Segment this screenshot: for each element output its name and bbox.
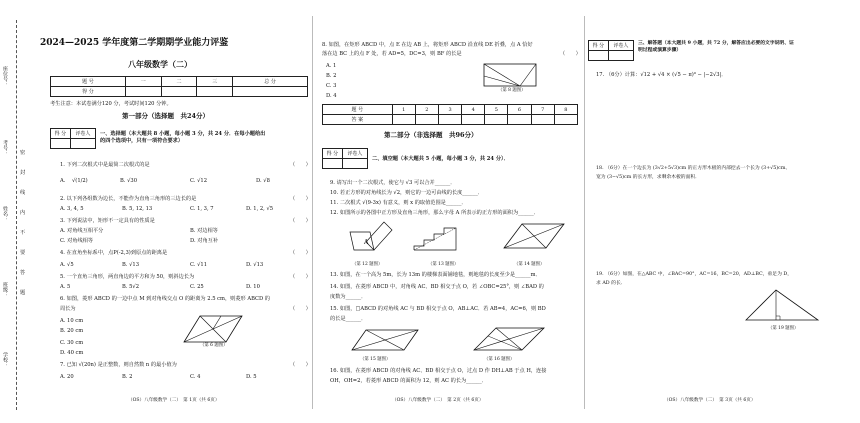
answer-header: 4 [462,105,485,115]
q1-option: C. √12 [190,178,207,184]
exam-subtitle: 八年级数学（二） [128,59,192,69]
answer-cell[interactable] [462,115,485,125]
cut-mark: 不 [20,230,26,236]
grader-cell[interactable] [589,51,609,61]
cut-mark: 密 [20,150,26,156]
figure-q14-rhombus [500,220,570,254]
section-two-instructions: 二、填空题（本大题共 5 小题，每小题 3 分，共 24 分）． [372,156,509,162]
q7-option: C. 4 [190,374,201,380]
page-separator [584,16,585,409]
q4-option: D. √13 [246,262,264,268]
q5-option: C. 25 [190,284,204,290]
question-16: OH，OH=2，若菱形 ABCD 的面积为 12，则 AC 的长为______． [330,378,487,384]
grader-name-label: 评卷人 [608,41,633,51]
q2-option: D. 1, 2, √5 [246,206,274,212]
q6-option: D. 40 cm [60,350,84,356]
question-10: 10. 若正方形的对角线长为 √2，则它的一边可由线的长度______． [330,190,484,196]
q8-option: D. 4 [326,93,337,99]
answer-header: 2 [415,105,438,115]
score-header: 一 [125,77,161,87]
figure-q6-rhombus [180,312,250,346]
q4-option: A. √5 [60,262,74,268]
answer-paren[interactable]: （ ） [290,274,311,280]
q8-option: A. 1 [326,63,337,69]
question-12: 12. 如图所示的各图中正方形及直角三角形，那么字母 A 所表示的正方形的面积为______． [330,210,539,216]
q3-option: A. 对角线互相平分 [60,228,104,234]
figure-q19-caption: （第 19 题图） [768,326,799,331]
question-1: 1. 下列二次根式中是最简二次根式的是 [60,162,150,168]
q1-option: √(1/2) [72,178,88,184]
figure-q15-caption: （第 15 题图） [360,357,391,362]
question-15: 的长是______． [330,316,367,322]
figure-q16-caption: （第 16 题图） [484,357,515,362]
grader-cell[interactable] [323,159,343,169]
cut-line [16,20,17,410]
q3-option: B. 对边相等 [190,228,218,234]
answer-cell[interactable] [438,115,461,125]
part-two-title: 第二部分（非选择题 共96分） [384,131,478,139]
grader-box [50,128,96,149]
question-7: 7. 已知 √(20n) 是正整数，则自然数 n 的最小值为 [60,362,177,368]
answer-table [322,104,578,125]
answer-cell[interactable] [485,115,508,125]
answer-header: 6 [508,105,531,115]
grader-box [322,148,368,169]
score-row-label: 得 分 [51,87,126,97]
q1-option: A. [60,178,66,184]
cut-mark: 答 [20,270,26,276]
grader-box [588,40,634,61]
question-17: 17. （6分）计算：√12 + √4 × (√5 − π)⁰ − |−2√3|． [596,72,727,78]
answer-row-label: 答 案 [323,115,393,125]
cut-mark: 线 [20,190,26,196]
answer-header: 3 [438,105,461,115]
question-18: 18. （6分）在一个边长为 (3√2+5√3)cm 的正方形木板的内部挖去一个长为 (3+√5)cm、 [596,166,791,171]
q8-option: C. 3 [326,83,337,89]
section-one-instructions: 一、选择题（本大题共 8 小题，每小题 3 分，共 24 分．在每小题给出 [100,131,266,137]
page-footer: （OS）八年级数学（二） 第 3页（共 6页） [664,398,756,403]
section-one-instructions: 的四个选项中，只有一项符合要求） [100,138,184,144]
question-18: 宽为 (3−√5)cm 的长方形，求剩余木板的面积． [596,175,700,180]
answer-paren[interactable]: （ ） [560,51,581,57]
page-separator [312,16,313,409]
figure-q13-caption: （第 13 题图） [428,262,459,267]
answer-paren[interactable]: （ ） [290,196,311,202]
q7-option: B. 2 [122,374,133,380]
score-header: 总 分 [233,77,308,87]
grader-name-label: 评卷人 [342,149,367,159]
q7-option: D. 5 [246,374,257,380]
answer-cell[interactable] [554,115,577,125]
q1-option: D. √8 [256,178,270,184]
score-cell[interactable] [197,87,233,97]
question-19: 19. （6分）如图，在△ABC 中，∠BAC=90°，AC=16，BC=20，AD⊥BC，垂足为 D， [596,272,793,277]
q4-option: C. √11 [190,262,207,268]
figure-q13-stairs [412,222,482,254]
question-9: 9. 请写出一个二次根式，使它与 √3 可以合并______． [330,180,456,186]
figure-q12-caption: （第 12 题图） [352,262,383,267]
page-footer: （OS）八年级数学（二） 第 2页（共 6页） [392,398,484,403]
q4-option: B. √13 [122,262,140,268]
cut-mark: 封 [20,170,26,176]
question-8: 落在边 BC 上的点 F 处，若 AD=5，DC=3，则 BF 的长是 [322,51,462,57]
question-6: 6. 如图，菱形 ABCD 的一边中点 M 到对角线交点 O 的距离为 2.5 cm，则菱形 ABCD 的 [60,296,270,302]
answer-header: 7 [531,105,554,115]
question-6: 周长为 [60,306,76,312]
answer-header: 8 [554,105,577,115]
grader-cell[interactable] [70,139,95,149]
margin-label-seat: 座位号： [2,66,8,86]
question-2: 2. 以下列各组数为边长，不能作为直角三角形的三边长的是 [60,196,197,202]
part-one-title: 第一部分（选择题 共24分） [122,112,210,120]
section-three-instructions: 明过程或演算步骤） [638,47,682,53]
cut-mark: 题 [20,290,26,296]
grader-score-label: 得 分 [51,129,71,139]
question-14: 14. 如图，在菱形 ABCD 中，对角线 AC、BD 相交于点 O，若 ∠OBC=25°，则 ∠BAD 的 [330,284,544,290]
q3-option: C. 对角线相等 [60,238,94,244]
q5-option: D. 10 [246,284,260,290]
question-4: 4. 在直角坐标系中，点P(-2,3)到原点的距离是 [60,250,168,256]
grader-name-label: 评卷人 [70,129,95,139]
score-header: 题 号 [51,77,126,87]
q2-option: A. 3, 4, 5 [60,206,84,212]
figure-q16-rhombus [470,324,548,354]
q6-option: B. 20 cm [60,328,84,334]
q5-option: B. 5√2 [122,284,140,290]
answer-cell[interactable] [392,115,415,125]
exam-title: 2024—2025 学年度第二学期期学业能力评鉴 [40,38,229,48]
score-cell[interactable] [161,87,197,97]
margin-label-school: 学校： [2,352,8,367]
score-header: 三 [197,77,233,87]
margin-label-exam-no: 考号： [2,140,8,155]
answer-cell[interactable] [531,115,554,125]
margin-label-name: 姓名： [2,206,8,221]
answer-paren[interactable]: （ ） [290,218,311,224]
q1-option: B. √30 [120,178,138,184]
grader-score-label: 得 分 [323,149,343,159]
svg-text:A: A [364,239,369,246]
score-header: 二 [161,77,197,87]
answer-paren[interactable]: （ ） [290,362,311,368]
question-11: 11. 二次根式 √(9-3x) 有意义，则 x 的取值范围是______． [330,200,467,206]
question-8: 8. 如图，在矩形 ABCD 中，点 E 在边 AB 上，将矩形 ABCD 沿直线 DE 折叠，点 A 恰好 [322,42,533,48]
answer-header: 5 [485,105,508,115]
q6-option: A. 10 cm [60,318,84,324]
question-3: 3. 下列说法中，矩形不一定具有的性质是 [60,218,155,224]
score-table [50,76,308,97]
answer-cell[interactable] [415,115,438,125]
figure-q8-caption: （第 8 题图） [498,88,526,93]
question-15: 15. 如图，□ABCD 的对角线 AC 与 BD 相交于点 O，AB⊥AC．若 AB=4，AC=6，则 BD [330,306,546,312]
answer-header: 1 [392,105,415,115]
grader-cell[interactable] [51,139,71,149]
section-three-instructions: 三、解答题（本大题共 9 小题，共 72 分，解答应出必要的文字说明、证 [638,40,794,46]
figure-q19-triangle [742,286,822,326]
score-cell[interactable] [125,87,161,97]
answer-header: 题 号 [323,105,393,115]
q2-option: C. 1, 3, 7 [190,206,214,212]
grader-cell[interactable] [342,159,367,169]
q8-option: B. 2 [326,73,337,79]
cut-mark: 内 [20,210,26,216]
q5-option: A. 5 [60,284,71,290]
grader-cell[interactable] [608,51,633,61]
answer-cell[interactable] [508,115,531,125]
page-footer: （OS）八年级数学（二） 第 1页（共 6页） [128,398,220,403]
answer-paren[interactable]: （ ） [290,162,311,168]
question-5: 5. 一个直角三角形，两直角边的平方和为 50，则斜边长为 [60,274,195,280]
q6-option: C. 30 cm [60,340,84,346]
question-14: 度数为______． [330,294,367,300]
grader-score-label: 得 分 [589,41,609,51]
figure-q6-caption: （第 6 题图） [200,343,228,348]
exam-note: 考生注意：本试卷满分120 分，考试时间120 分钟。 [50,101,172,107]
score-cell[interactable] [233,87,308,97]
question-16: 16. 如图，在菱形 ABCD 的对角线 AC、BD 相交于点 O，过点 D 作 DH⊥AB 于点 H，连接 [330,368,547,374]
figure-q12-squares [344,218,404,256]
figure-q14-caption: （第 14 题图） [514,262,545,267]
q7-option: A. 20 [60,374,74,380]
question-13: 13. 如图，在一个高为 5m，长为 13m 的楼梯表面铺地毯，则地毯的长度至少是______m． [330,272,541,278]
cut-mark: 要 [20,250,26,256]
answer-paren[interactable]: （ ） [290,250,311,256]
q2-option: B. 5, 12, 13 [122,206,153,212]
answer-paren[interactable]: （ ） [290,306,311,312]
margin-label-class: 班级： [2,282,8,297]
figure-q15-parallelogram [348,326,422,354]
question-19: 求 AD 的长． [596,281,626,286]
q3-option: D. 对角互补 [190,238,219,244]
